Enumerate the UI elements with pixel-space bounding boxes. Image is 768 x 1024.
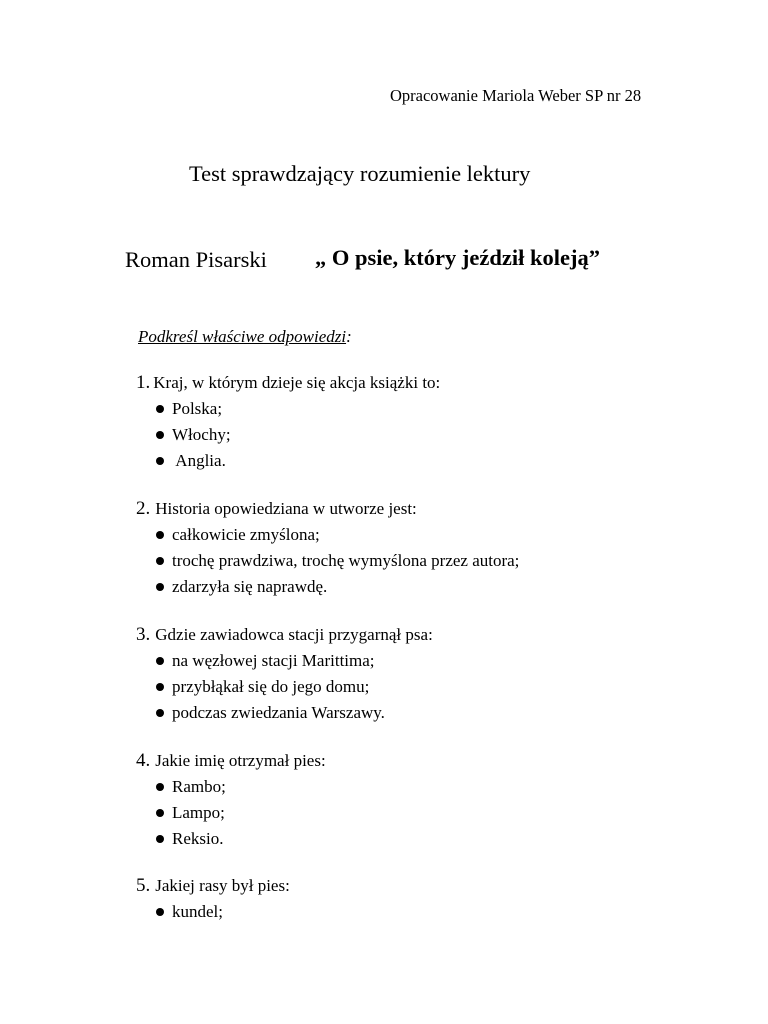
question-3-text: Gdzie zawiadowca stacji przygarnął psa:	[155, 625, 433, 644]
question-2-header	[136, 496, 696, 522]
book-author: Roman Pisarski	[125, 247, 267, 272]
answer-item	[136, 548, 696, 574]
question-3-header	[136, 622, 696, 648]
bullet-icon	[156, 709, 164, 717]
answer-item	[136, 448, 696, 474]
answer-text: przybłąkał się do jego domu;	[172, 677, 370, 696]
question-3-answers	[136, 648, 696, 726]
question-1-number: 1.	[136, 372, 151, 393]
answer-item	[136, 700, 696, 726]
bullet-icon	[156, 531, 164, 539]
bullet-icon	[156, 583, 164, 591]
answer-item	[136, 899, 696, 925]
question-5	[136, 873, 696, 925]
question-4-text: Jakie imię otrzymał pies:	[155, 751, 326, 770]
answer-text: podczas zwiedzania Warszawy.	[172, 703, 385, 722]
question-3	[136, 622, 696, 726]
answer-text: Rambo;	[172, 777, 226, 796]
bullet-icon	[156, 683, 164, 691]
question-5-header	[136, 873, 696, 899]
question-3-number: 3.	[136, 624, 151, 645]
question-2-number: 2.	[136, 498, 151, 519]
question-2-text: Historia opowiedziana w utworze jest:	[155, 499, 417, 518]
bullet-icon	[156, 405, 164, 413]
bullet-icon	[156, 431, 164, 439]
answer-text: Anglia.	[172, 451, 226, 470]
question-1-answers	[136, 396, 696, 474]
question-5-answers	[136, 899, 696, 925]
answer-text: Reksio.	[172, 829, 224, 848]
bullet-icon	[156, 835, 164, 843]
answer-item	[136, 396, 696, 422]
answer-item	[136, 800, 696, 826]
answer-text: Polska;	[172, 399, 223, 418]
question-2-answers	[136, 522, 696, 600]
bullet-icon	[156, 457, 164, 465]
instruction-text: Podkreśl właściwe odpowiedzi	[138, 327, 347, 346]
answer-text: całkowicie zmyślona;	[172, 525, 320, 544]
question-1-header	[136, 370, 696, 396]
book-title: „ O psie, który jeździł koleją”	[315, 245, 600, 270]
answer-text: trochę prawdziwa, trochę wymyślona przez autora;	[172, 551, 520, 570]
bullet-icon	[156, 657, 164, 665]
bullet-icon	[156, 557, 164, 565]
test-title: Test sprawdzający rozumienie lektury	[189, 161, 531, 186]
question-2	[136, 496, 696, 600]
question-4-header	[136, 748, 696, 774]
author-note: Opracowanie Mariola Weber SP nr 28	[390, 86, 642, 105]
instruction	[138, 327, 352, 347]
question-4-number: 4.	[136, 750, 151, 771]
answer-text: kundel;	[172, 902, 223, 921]
answer-text: Lampo;	[172, 803, 225, 822]
answer-item	[136, 422, 696, 448]
instruction-suffix: :	[346, 327, 352, 346]
question-1-text: Kraj, w którym dzieje się akcja książki to:	[153, 373, 441, 392]
bullet-icon	[156, 783, 164, 791]
question-5-number: 5.	[136, 875, 151, 896]
question-5-text: Jakiej rasy był pies:	[155, 876, 290, 895]
answer-item	[136, 674, 696, 700]
answer-item	[136, 574, 696, 600]
answer-item	[136, 774, 696, 800]
question-4	[136, 748, 696, 852]
bullet-icon	[156, 809, 164, 817]
bullet-icon	[156, 908, 164, 916]
question-4-answers	[136, 774, 696, 852]
answer-text: na węzłowej stacji Marittima;	[172, 651, 375, 670]
question-1	[136, 370, 696, 474]
answer-item	[136, 826, 696, 852]
answer-text: zdarzyła się naprawdę.	[172, 577, 328, 596]
answer-item	[136, 648, 696, 674]
answer-item	[136, 522, 696, 548]
answer-text: Włochy;	[172, 425, 231, 444]
